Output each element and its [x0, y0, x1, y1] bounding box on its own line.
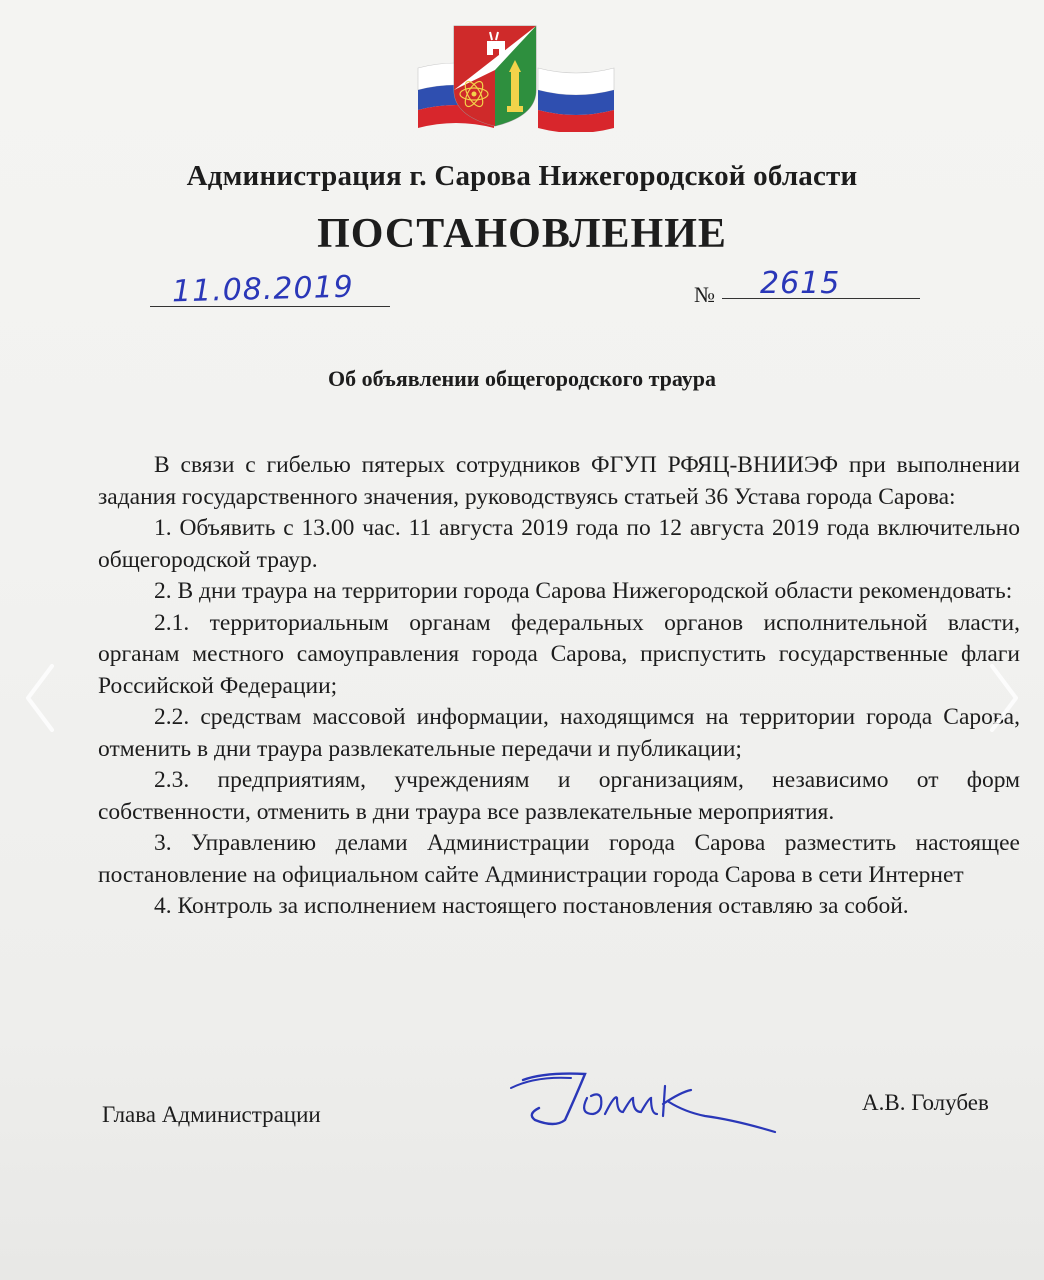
document-number: 2615: [760, 266, 841, 301]
number-label: №: [694, 282, 715, 307]
coat-of-arms-icon: [454, 26, 536, 126]
document-subject: Об объявлении общегородского траура: [327, 366, 717, 391]
document-body: [98, 450, 1020, 923]
clause-3: 3. Управлению делами Администрации города Сарова разместить настоящее постановление на официальном сайте Администрации города Сарова в сети Интернет: [98, 830, 1020, 888]
clause-2: 2. В дни траура на территории города Сарова Нижегородской области рекомендовать:: [154, 578, 1013, 604]
city-emblem: [416, 20, 616, 132]
chevron-left-icon[interactable]: [20, 660, 60, 736]
clause-2-3: 2.3. предприятиям, учреждениям и организациям, независимо от форм собственности, отменить в дни траура все развлекательные мероприятия.: [98, 767, 1020, 825]
handwritten-signature-icon: [505, 1058, 795, 1148]
clause-2-2: 2.2. средствам массовой информации, находящимся на территории города Сарова, отменить в дни траура развлекательные передачи и публикации;: [98, 704, 1020, 762]
clause-2-1: 2.1. территориальным органам федеральных органов исполнительной власти, органам местного самоуправления города Сарова, приспустить государственные флаги Российской Федерации;: [98, 609, 1020, 699]
clause-4: 4. Контроль за исполнением настоящего постановления оставляю за собой.: [154, 893, 909, 919]
signatory-role: Глава Администрации: [102, 1102, 321, 1127]
document-type-heading: ПОСТАНОВЛЕНИЕ: [317, 211, 727, 257]
document-date: 11.08.2019: [171, 269, 355, 310]
signatory-name: А.В. Голубев: [862, 1090, 989, 1115]
right-flag-icon: [538, 68, 614, 132]
clause-1: 1. Объявить с 13.00 час. 11 августа 2019 года по 12 августа 2019 года включительно общегородской траур.: [98, 515, 1020, 573]
chevron-right-icon[interactable]: [984, 660, 1024, 736]
intro-paragraph: В связи с гибелью пятерых сотрудников ФГУП РФЯЦ-ВНИИЭФ при выполнении задания государственного значения, руководствуясь статьей 36 Устава города Сарова:: [98, 452, 1020, 510]
organization-title: Администрация г. Сарова Нижегородской области: [186, 160, 858, 192]
